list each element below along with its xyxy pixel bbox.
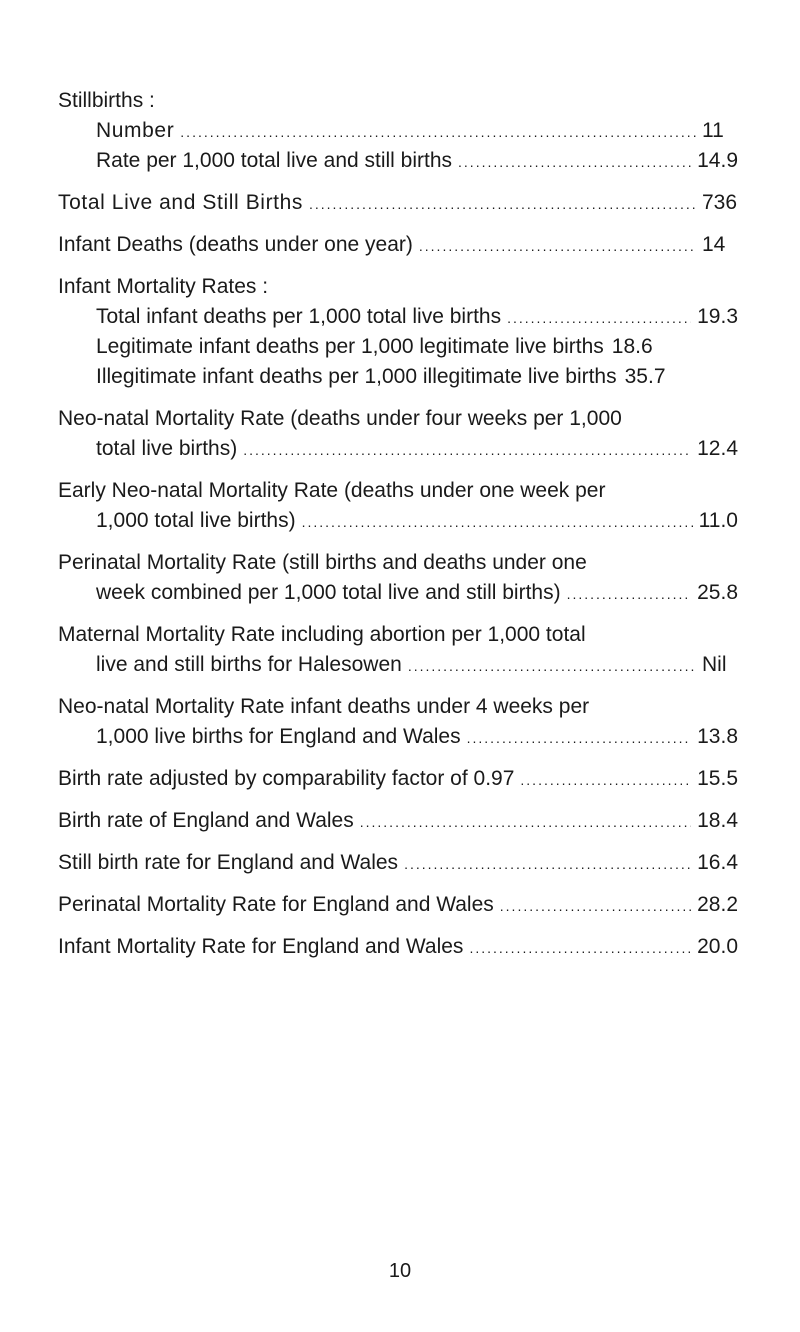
still-birth-rate-ew-label: Still birth rate for England and Wales (58, 851, 399, 874)
infant-mortality-total-value: 19.3 (697, 305, 738, 328)
infant-mortality-total-label: Total infant deaths per 1,000 total live births (96, 305, 502, 328)
perinatal-ew-label: Perinatal Mortality Rate for England and Wales (58, 893, 494, 916)
total-live-still-value: 736 (702, 191, 738, 214)
dot-leader (243, 435, 691, 465)
neonatal-row (58, 434, 738, 464)
dot-leader (507, 303, 691, 333)
total-live-still-row (58, 188, 738, 218)
neonatal-value: 12.4 (697, 437, 738, 460)
stillbirths-rate-label: Rate per 1,000 total live and still births (96, 149, 453, 172)
early-neonatal-label: 1,000 total live births) (96, 509, 296, 532)
neonatal-label: total live births) (96, 437, 238, 460)
dot-leader (500, 891, 691, 921)
total-live-still-label: Total Live and Still Births (58, 191, 303, 214)
page-number: 10 (388, 1260, 412, 1282)
stillbirths-rate-row (58, 146, 738, 176)
dot-leader (458, 147, 691, 177)
early-neonatal-value: 11.0 (698, 509, 738, 532)
infant-mortality-illegit-value: 35.7 (624, 365, 666, 388)
perinatal-ew-row (58, 890, 738, 920)
infant-deaths-row (58, 230, 738, 260)
dot-leader (419, 231, 696, 261)
neonatal-ew-value: 13.8 (697, 725, 738, 748)
still-birth-rate-ew-value: 16.4 (697, 851, 738, 874)
neonatal-ew-label: 1,000 live births for England and Wales (96, 725, 461, 748)
stillbirths-number-value: 11 (702, 119, 724, 142)
still-birth-rate-ew-row (58, 848, 738, 878)
neonatal-line1: Neo-natal Mortality Rate (deaths under four weeks per 1,000 (58, 407, 622, 430)
dot-leader (309, 189, 696, 219)
infant-deaths-label: Infant Deaths (deaths under one year) (58, 233, 413, 256)
infant-mortality-total-row (58, 302, 738, 332)
birth-rate-adjusted-value: 15.5 (697, 767, 738, 790)
birth-rate-adjusted-label: Birth rate adjusted by comparability factor of 0.97 (58, 767, 515, 790)
infant-mortality-ew-value: 20.0 (697, 935, 738, 958)
infant-deaths-value: 14 (702, 233, 726, 256)
dot-leader (567, 579, 692, 609)
dot-leader (180, 117, 696, 147)
maternal-row (58, 650, 738, 680)
dot-leader (467, 723, 692, 753)
early-neonatal-row (58, 506, 738, 536)
birth-rate-ew-value: 18.4 (697, 809, 738, 832)
dot-leader (302, 507, 693, 537)
neonatal-ew-line1: Neo-natal Mortality Rate infant deaths under 4 weeks per (58, 695, 590, 718)
stillbirths-number-label: Number (96, 119, 175, 142)
birth-rate-ew-label: Birth rate of England and Wales (58, 809, 354, 832)
perinatal-ew-value: 28.2 (697, 893, 738, 916)
neonatal-ew-row (58, 722, 738, 752)
maternal-label: live and still births for Halesowen (96, 653, 402, 676)
stillbirths-rate-value: 14.9 (697, 149, 738, 172)
dot-leader (360, 807, 691, 837)
stillbirths-heading: Stillbirths : (58, 89, 155, 112)
infant-mortality-illegit-label: Illegitimate infant deaths per 1,000 illegitimate live births (96, 365, 617, 388)
dot-leader (408, 651, 696, 681)
dot-leader (404, 849, 691, 879)
maternal-line1: Maternal Mortality Rate including abortion per 1,000 total (58, 623, 586, 646)
dot-leader (469, 933, 691, 963)
perinatal-row (58, 578, 738, 608)
early-neonatal-line1: Early Neo-natal Mortality Rate (deaths under one week per (58, 479, 606, 502)
infant-mortality-legit-row (58, 332, 738, 362)
birth-rate-adjusted-row (58, 764, 738, 794)
infant-mortality-heading: Infant Mortality Rates : (58, 275, 269, 298)
infant-mortality-ew-row (58, 932, 738, 962)
stillbirths-number-row (58, 116, 738, 146)
perinatal-value: 25.8 (697, 581, 738, 604)
infant-mortality-legit-value: 18.6 (611, 335, 653, 358)
infant-mortality-illegit-row (58, 362, 738, 392)
perinatal-line1: Perinatal Mortality Rate (still births and deaths under one (58, 551, 587, 574)
infant-mortality-ew-label: Infant Mortality Rate for England and Wales (58, 935, 464, 958)
birth-rate-ew-row (58, 806, 738, 836)
dot-leader (520, 765, 691, 795)
perinatal-label: week combined per 1,000 total live and still births) (96, 581, 561, 604)
statistics-page (58, 86, 738, 962)
maternal-value: Nil (702, 653, 727, 676)
infant-mortality-legit-label: Legitimate infant deaths per 1,000 legitimate live births (96, 335, 604, 358)
